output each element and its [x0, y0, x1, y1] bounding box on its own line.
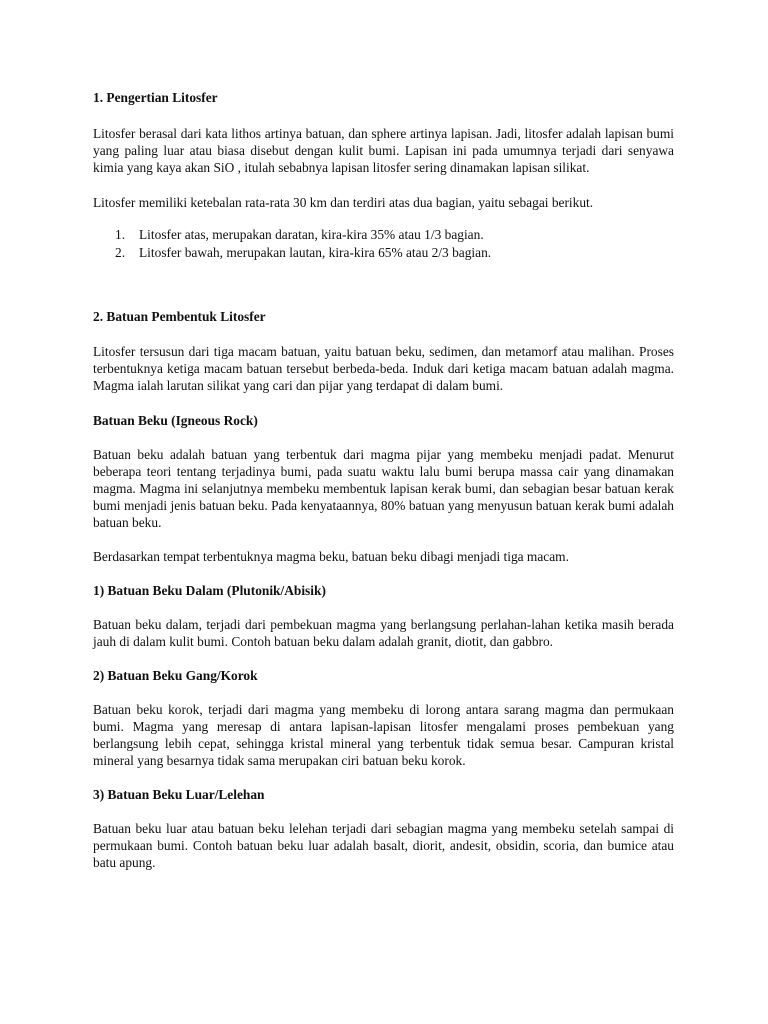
list-item-number: 1.: [115, 227, 126, 242]
list-item-number: 2.: [115, 244, 126, 260]
heading-batuan-beku-dalam: 1) Batuan Beku Dalam (Plutonik/Abisik): [93, 583, 326, 598]
document-page: [93, 89, 674, 871]
paragraph-litosfer-definition: Litosfer berasal dari kata lithos artinya batuan, dan sphere artinya lapisan. Jadi, litosfer adalah lapisan bumi yang paling luar atau biasa disebut dengan kulit bumi. Lapisan ini pada umumnya terjadi dari senyawa kimia yang kaya akan SiO , itulah sebabnya lapisan litosfer sering dinamakan lapisan silikat.: [93, 126, 674, 175]
list-item-text: Litosfer atas, merupakan daratan, kira-kira 35% atau 1/3 bagian.: [139, 227, 484, 242]
heading-batuan-beku: Batuan Beku (Igneous Rock): [93, 413, 258, 428]
paragraph-batuan-beku-dalam: Batuan beku dalam, terjadi dari pembekuan magma yang berlangsung perlahan-lahan ketika masih berada jauh di dalam kulit bumi. Contoh batuan beku dalam adalah granit, diotit, dan gabbro.: [93, 617, 674, 649]
paragraph-batuan-beku: Batuan beku adalah batuan yang terbentuk dari magma pijar yang membeku menjadi padat. Menurut beberapa teori tentang terjadinya bumi, pada suatu waktu lalu bumi berupa massa cair yang dinamakan magma. Magma ini selanjutnya membeku membentuk lapisan kerak bumi, dan sebagian besar batuan kerak bumi menjadi jenis batuan beku. Pada kenyataannya, 80% batuan yang menyusun batuan kerak bumi adalah batuan beku.: [93, 447, 674, 530]
litosfer-parts-list: [93, 226, 674, 261]
paragraph-batuan-beku-gang: Batuan beku korok, terjadi dari magma yang membeku di lorong antara sarang magma dan permukaan bumi. Magma yang meresap di antara lapisan-lapisan litosfer mengalami proses pembekuan yang berlangsung lebih cepat, sehingga kristal mineral yang terbentuk tidak semua besar. Campuran kristal mineral yang besarnya tidak sama merupakan ciri batuan beku korok.: [93, 702, 674, 768]
list-item: [93, 226, 674, 244]
paragraph-batuan-pembentuk: Litosfer tersusun dari tiga macam batuan, yaitu batuan beku, sedimen, dan metamorf atau malihan. Proses terbentuknya ketiga macam batuan tersebut berbeda-beda. Induk dari ketiga macam batuan adalah magma. Magma ialah larutan silikat yang cari dan pijar yang terdapat di dalam bumi.: [93, 344, 674, 393]
list-item-text: Litosfer bawah, merupakan lautan, kira-kira 65% atau 2/3 bagian.: [139, 244, 492, 260]
paragraph-batuan-beku-types: Berdasarkan tempat terbentuknya magma beku, batuan beku dibagi menjadi tiga macam.: [93, 549, 569, 564]
paragraph-batuan-beku-luar: Batuan beku luar atau batuan beku lelehan terjadi dari sebagian magma yang membeku setelah sampai di permukaan bumi. Contoh batuan beku luar adalah basalt, diorit, andesit, obsidin, scoria, dan bumice atau batu apung.: [93, 821, 674, 870]
heading-batuan-beku-gang: 2) Batuan Beku Gang/Korok: [93, 668, 258, 683]
paragraph-litosfer-thickness: Litosfer memiliki ketebalan rata-rata 30 km dan terdiri atas dua bagian, yaitu sebagai berikut.: [93, 195, 594, 210]
heading-pengertian-litosfer: 1. Pengertian Litosfer: [93, 90, 218, 105]
list-item: [93, 244, 674, 262]
heading-batuan-pembentuk-litosfer: 2. Batuan Pembentuk Litosfer: [93, 309, 266, 324]
heading-batuan-beku-luar: 3) Batuan Beku Luar/Lelehan: [93, 787, 265, 802]
